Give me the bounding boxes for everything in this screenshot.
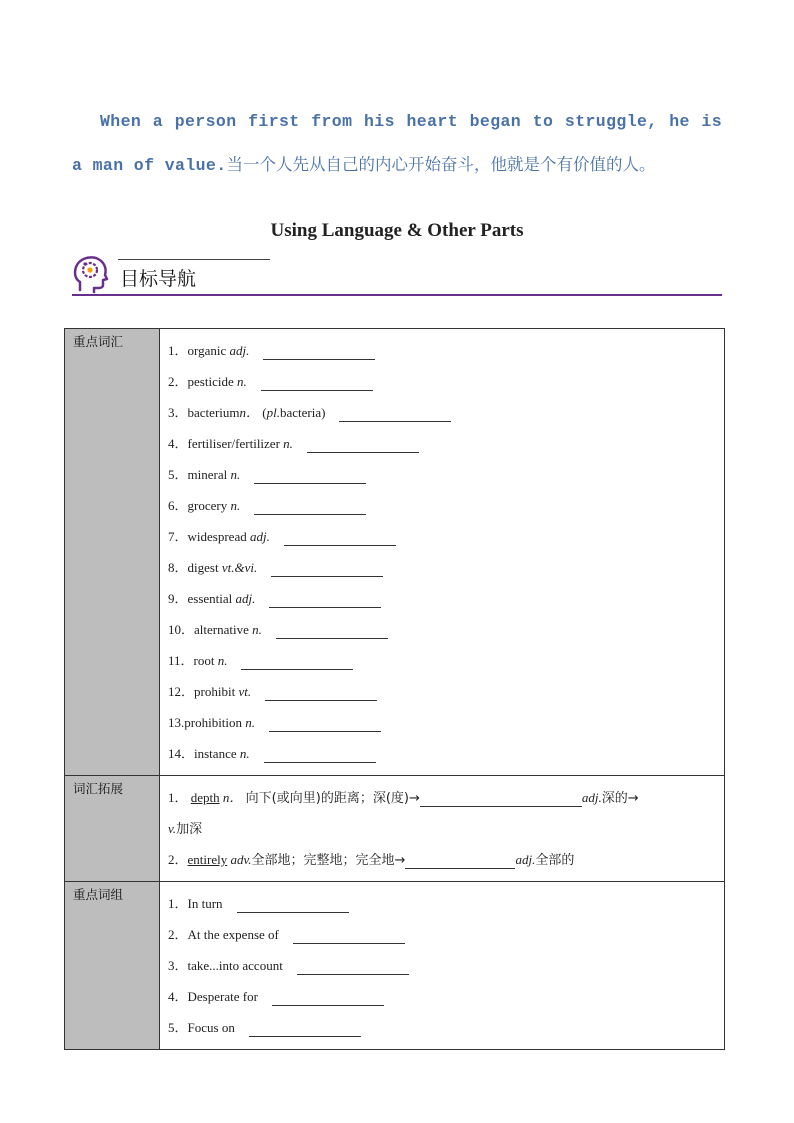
section-header (72, 254, 722, 298)
phrases-list (160, 882, 725, 1050)
answer-blank[interactable] (254, 500, 366, 515)
worksheet-table (64, 328, 725, 1050)
vocab-item: 6．grocery n. (168, 490, 724, 521)
answer-blank[interactable] (269, 717, 381, 732)
answer-blank[interactable] (265, 686, 377, 701)
vocab-row (65, 329, 725, 776)
answer-blank[interactable] (284, 531, 396, 546)
motto-quote (72, 100, 722, 187)
vocab-list (160, 329, 725, 776)
header-underline (72, 294, 722, 296)
answer-blank[interactable] (276, 624, 388, 639)
phrase-item: 2．At the expense of (168, 919, 724, 950)
vocab-item: 11．root n. (168, 645, 724, 676)
answer-blank[interactable] (241, 655, 353, 670)
answer-blank[interactable] (269, 593, 381, 608)
expansion-item-continued: v.加深 (168, 821, 203, 837)
answer-blank[interactable] (237, 898, 349, 913)
phrase-item: 3．take...into account (168, 950, 724, 981)
phrases-category: 重点词组 (65, 882, 160, 1050)
expansion-item: 1． depth n． 向下(或向里)的距离；深(度)→ adj.深的→ (168, 790, 639, 806)
vocab-item: 5．mineral n. (168, 459, 724, 490)
vocab-item: 8．digest vt.&vi. (168, 552, 724, 583)
vocab-item: 14．instance n. (168, 738, 724, 769)
vocab-item: 9．essential adj. (168, 583, 724, 614)
vocab-item: 13.prohibition n. (168, 707, 724, 738)
answer-blank[interactable] (307, 438, 419, 453)
answer-blank[interactable] (339, 407, 451, 422)
vocab-item: 7．widespread adj. (168, 521, 724, 552)
expansion-item: 2．entirely adv.全部地；完整地；完全地→ adj.全部的 (168, 852, 575, 868)
page-title: Using Language & Other Parts (270, 220, 524, 241)
motto-english: When a person first from his heart began to struggle, he is a man of value. (72, 112, 722, 175)
answer-blank[interactable] (263, 345, 375, 360)
vocab-item: 2．pesticide n. (168, 366, 724, 397)
motto-chinese: 当一个人先从自己的内心开始奋斗，他就是个有价值的人。 (226, 155, 656, 174)
answer-blank[interactable] (261, 376, 373, 391)
header-top-rule (118, 259, 270, 260)
expansion-category: 词汇拓展 (65, 776, 160, 882)
phrase-item: 1．In turn (168, 888, 724, 919)
vocab-item: 1．organic adj. (168, 335, 724, 366)
answer-blank[interactable] (420, 792, 582, 807)
vocab-item: 4．fertiliser/fertilizer n. (168, 428, 724, 459)
expansion-row (65, 776, 725, 882)
answer-blank[interactable] (272, 991, 384, 1006)
answer-blank[interactable] (293, 929, 405, 944)
vocab-item: 10．alternative n. (168, 614, 724, 645)
answer-blank[interactable] (249, 1022, 361, 1037)
answer-blank[interactable] (297, 960, 409, 975)
answer-blank[interactable] (264, 748, 376, 763)
answer-blank[interactable] (405, 854, 515, 869)
vocab-item: 12．prohibit vt. (168, 676, 724, 707)
phrase-item: 5．Focus on (168, 1012, 724, 1043)
answer-blank[interactable] (254, 469, 366, 484)
section-label: 目标导航 (120, 268, 197, 290)
phrase-item: 4．Desperate for (168, 981, 724, 1012)
phrases-row (65, 882, 725, 1050)
head-gears-icon (72, 254, 110, 294)
vocab-item: 3．bacteriumn． (pl.bacteria) (168, 397, 724, 428)
vocab-category: 重点词汇 (65, 329, 160, 776)
answer-blank[interactable] (271, 562, 383, 577)
expansion-list (160, 776, 725, 882)
